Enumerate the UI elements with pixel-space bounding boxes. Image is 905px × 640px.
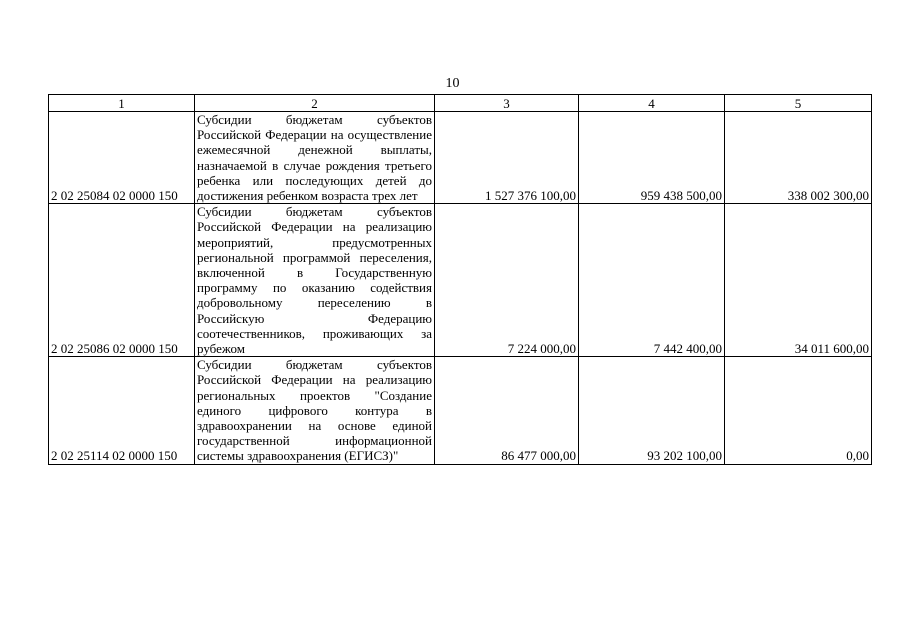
amount-col3: 1 527 376 100,00 (435, 112, 579, 204)
budget-code: 2 02 25086 02 0000 150 (49, 204, 195, 357)
amount-col5: 34 011 600,00 (725, 204, 872, 357)
column-header-5: 5 (725, 95, 872, 112)
table-row (49, 112, 872, 204)
budget-code: 2 02 25084 02 0000 150 (49, 112, 195, 204)
table-row (49, 357, 872, 464)
amount-col3: 7 224 000,00 (435, 204, 579, 357)
header-row (49, 95, 872, 112)
amount-col4: 93 202 100,00 (579, 357, 725, 464)
amount-col5: 338 002 300,00 (725, 112, 872, 204)
amount-col4: 7 442 400,00 (579, 204, 725, 357)
column-header-1: 1 (49, 95, 195, 112)
amount-col3: 86 477 000,00 (435, 357, 579, 464)
column-header-3: 3 (435, 95, 579, 112)
column-header-4: 4 (579, 95, 725, 112)
description-cell: Субсидии бюджетам субъектов Российской Федерации на реализацию мероприятий, предусмотренных региональной программой переселения, включенной в Государственную программу по оказанию содействия добровольному переселению в Российскую Федерацию соотечественников, проживающих за рубежом (195, 204, 435, 357)
table-row (49, 204, 872, 357)
page-number: 10 (445, 76, 460, 91)
description-cell: Субсидии бюджетам субъектов Российской Федерации на осуществление ежемесячной денежной выплаты, назначаемой в случае рождения третьего ребенка или последующих детей до достижения ребенком возраста трех лет (195, 112, 435, 204)
budget-table (48, 94, 872, 465)
amount-col4: 959 438 500,00 (579, 112, 725, 204)
column-header-2: 2 (195, 95, 435, 112)
budget-code: 2 02 25114 02 0000 150 (49, 357, 195, 464)
amount-col5: 0,00 (725, 357, 872, 464)
description-cell: Субсидии бюджетам субъектов Российской Федерации на реализацию региональных проектов "Создание единого цифрового контура в здравоохранении на основе единой государственной информационной системы здравоохранения (ЕГИСЗ)" (195, 357, 435, 464)
